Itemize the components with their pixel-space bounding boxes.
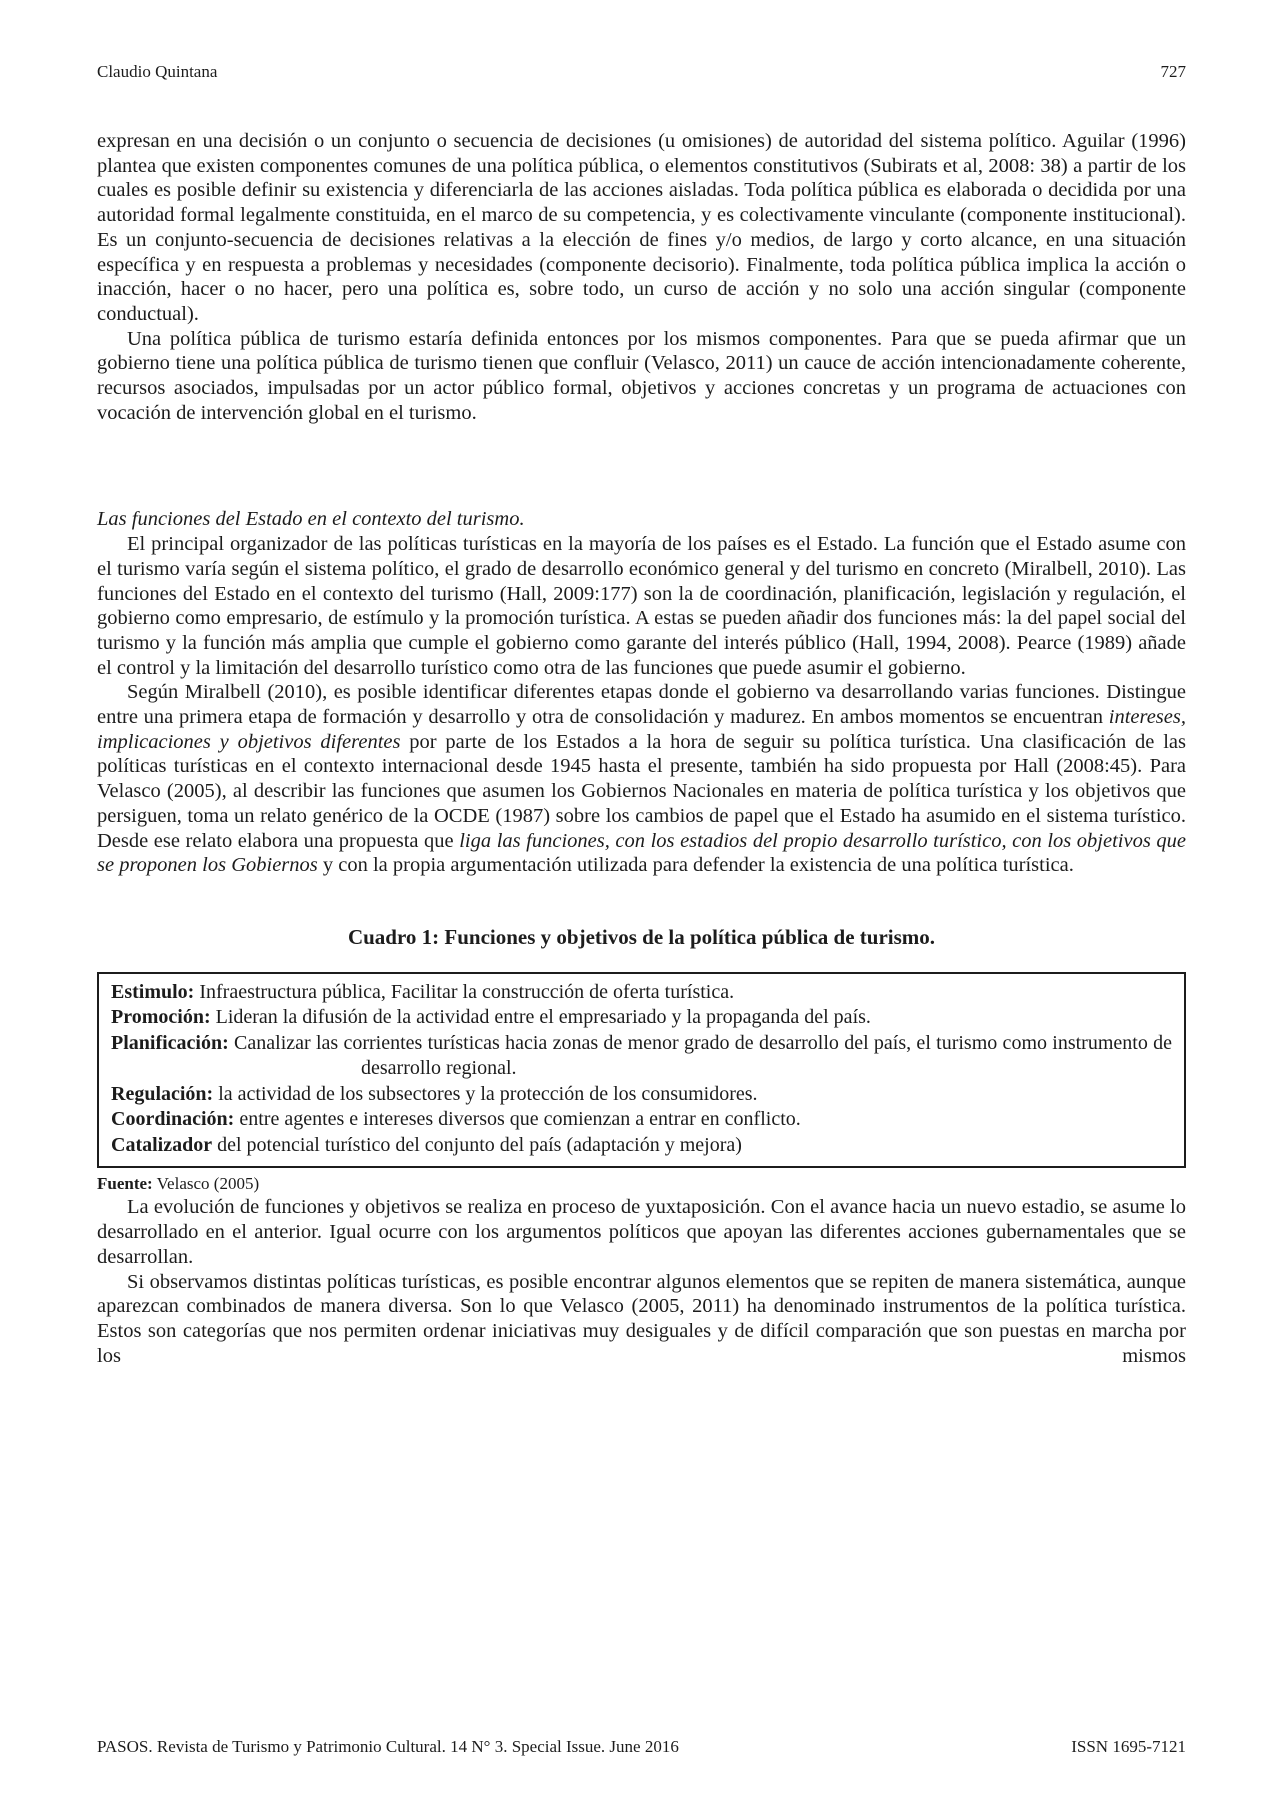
header-author: Claudio Quintana [97,62,218,81]
paragraph-5 [97,1195,1186,1269]
table-row-estimulo-label: Estimulo: [111,980,195,1003]
running-footer [97,1737,1186,1757]
table-row-catalizador-text: del potencial turístico del conjunto del país (adaptación y mejora) [212,1133,742,1156]
table-row-promocion-text: Lideran la difusión de la actividad entre el empresariado y la propaganda del país. [210,1006,871,1029]
table-row-regulacion-label: Regulación: [111,1082,214,1105]
header-page-number: 727 [1160,62,1186,81]
table-box [97,972,1186,1169]
table-row-catalizador-label: Catalizador [111,1133,213,1156]
paragraph-4-italic-1: intereses, implicaciones y objetivos diferentes [97,706,1186,753]
paragraph-3 [97,532,1186,680]
paragraph-6-text: Si observamos distintas políticas turísticas, es posible encontrar algunos elementos que se repiten de manera sistemática, aunque aparezcan combinados de manera diversa. Son lo que Velasco (2005, 2011) ha denominado instrumentos de la política turística. Estos son categorías que nos permiten ordenar iniciativas muy desiguales y de difícil comparación que son puestas en marcha por los mismos [97,1270,1186,1367]
paragraph-1 [97,129,1186,327]
table-caption: Cuadro 1: Funciones y objetivos de la política pública de turismo. [347,924,936,949]
table-row-promocion [111,1005,1172,1031]
footer-issn: ISSN 1695-7121 [1071,1737,1186,1756]
paragraph-6 [97,1270,1186,1369]
section-heading: Las funciones del Estado en el contexto del turismo. [97,508,525,531]
paragraph-4-seg0: Según Miralbell (2010), es posible identificar diferentes etapas donde el gobierno va desarrollando varias funciones. Distingue entre una primera etapa de formación y desarrollo y otra de consolidación y madurez. En ambos momentos se encuentran [97,681,1186,729]
table-source-label: Fuente: [97,1174,153,1194]
table-row-regulacion-text: la actividad de los subsectores y la protección de los consumidores. [213,1082,758,1105]
table-row-estimulo-text: Infraestructura pública, Facilitar la construcción de oferta turística. [194,980,735,1003]
table-row-catalizador [111,1133,1172,1159]
paragraph-2 [97,327,1186,426]
page-content-area [97,0,1186,1368]
table-source-text: Velasco (2005) [152,1174,260,1194]
table-row-regulacion [111,1082,1172,1108]
paragraph-4 [97,680,1186,878]
article-body [97,129,1186,1368]
paragraph-3-text: El principal organizador de las políticas turísticas en la mayoría de los países es el Estado. La función que el Estado asume con el turismo varía según el sistema político, el grado de desarrollo económico general y del turismo en concreto (Miralbell, 2010). Las funciones del Estado en el contexto del turismo (Hall, 2009:177) son la de coordinación, planificación, legislación y regulación, el gobierno como empresario, de estímulo y la promoción turística. A estas se pueden añadir dos funciones más: la del papel social del turismo y la función más amplia que cumple el gobierno como garante del interés público (Hall, 1994, 2008). Pearce (1989) añade el control y la limitación del desarrollo turístico como otra de las funciones que puede asumir el gobierno. [97,533,1186,679]
table-row-promocion-label: Promoción: [111,1006,211,1029]
running-header [97,0,1186,82]
footer-journal: PASOS. Revista de Turismo y Patrimonio Cultural. 14 N° 3. Special Issue. June 2016 [97,1737,679,1756]
table-row-planificacion-label: Planificación: [111,1031,229,1054]
table-row-coordinacion-label: Coordinación: [111,1108,235,1131]
table-source [97,1173,1186,1195]
paragraph-5-text: La evolución de funciones y objetivos se realiza en proceso de yuxtaposición. Con el avance hacia un nuevo estadio, se asume lo desarrollado en el anterior. Igual ocurre con los argumentos políticos que apoyan las diferentes acciones gubernamentales que se desarrollan. [97,1196,1186,1268]
paragraph-4-seg2: por parte de los Estados a la hora de seguir su política turística. Una clasificación de las políticas turísticas en el contexto internacional desde 1945 hasta el presente, también ha sido propuesta por Hall (2008:45). Para Velasco (2005), al describir las funciones que asumen los Gobiernos Nacionales en materia de política turística y los objetivos que persiguen, toma un relato genérico de la OCDE (1987) sobre los cambios de papel que el Estado ha asumido en el sistema turístico. Desde ese relato elabora una propuesta que [97,730,1186,852]
table-row-coordinacion [111,1107,1172,1133]
table-row-coordinacion-text: entre agentes e intereses diversos que comienzan a entrar en conflicto. [234,1108,801,1131]
table-row-planificacion-text: Canalizar las corrientes turísticas hacia zonas de menor grado de desarrollo del país, el turismo como instrumento de desarrollo regional. [228,1031,1172,1080]
paragraph-4-seg4: y con la propia argumentación utilizada para defender la existencia de una política turística. [317,854,1074,877]
table-row-planificacion [111,1031,1172,1082]
paragraph-4-italic-2: liga las funciones, con los estadios del propio desarrollo turístico, con los objetivos que se proponen los Gobiernos [97,829,1186,877]
paragraph-2-text: Una política pública de turismo estaría definida entonces por los mismos componentes. Para que se pueda afirmar que un gobierno tiene una política pública de turismo tienen que confluir (Velasco, 2011) un cauce de acción intencionadamente coherente, recursos asociados, impulsadas por un actor público formal, objetivos y acciones concretas y un programa de actuaciones con vocación de intervención global en el turismo. [97,327,1186,424]
table-row-estimulo [111,980,1172,1006]
paragraph-1-text: expresan en una decisión o un conjunto o secuencia de decisiones (u omisiones) de autoridad del sistema político. Aguilar (1996) plantea que existen componentes comunes de una política pública, o elementos constitutivos (Subirats et al, 2008: 38) a partir de los cuales es posible definir su existencia y diferenciarla de las acciones aisladas. Toda política pública es elaborada o decidida por una autoridad formal legalmente constituida, en el marco de su competencia, y es colectivamente vinculante (componente institucional). Es un conjunto-secuencia de decisiones relativas a la elección de fines y/o medios, de largo y corto alcance, en una situación específica y en respuesta a problemas y necesidades (componente decisorio). Finalmente, toda política pública implica la acción o inacción, hacer o no hacer, pero una política es, sobre todo, un curso de acción y no solo una acción singular (componente conductual). [97,130,1186,325]
